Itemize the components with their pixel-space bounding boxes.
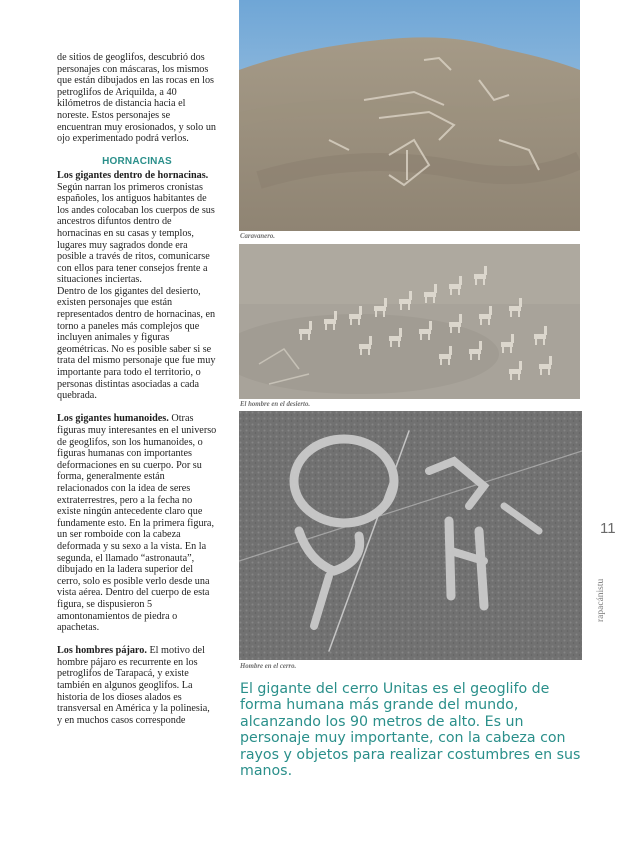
paragraph-body: Según narran los primeros cronistas españoles, los antiguos habitantes de los andes colocaban los cuerpos de sus ancestros difuntos dentro de hornacinas en su casas y templos, lugares muy sagrados donde era posible a través de ritos, comunicarse con ellos para tener consejos frente a situaciones inciertas.	[57, 181, 215, 286]
paragraph-lead: Los hombres pájaro.	[57, 645, 147, 657]
left-text-column	[57, 52, 217, 738]
section-heading: HORNACINAS	[102, 156, 172, 168]
photo-hombre-desierto	[239, 244, 580, 399]
paragraph-body: El motivo del hombre pájaro es recurrente en los petroglifos de Tarapacá, y existe también en algunos geoglifos. La historia de los dioses alados es transversal en América y la polinesia, y en muchos casos corresponde	[57, 645, 210, 726]
paragraph-lead: Los gigantes humanoides.	[57, 413, 169, 425]
caption-hombre-desierto: El hombre en el desierto.	[240, 401, 311, 408]
paragraph-hombres-pajaro	[57, 645, 217, 726]
side-label: rapacánistu	[596, 578, 606, 622]
llama-caravan-geoglyph-photo	[239, 244, 580, 399]
pull-quote: El gigante del cerro Unitas es el geoglifo de forma humana más grande del mundo, alcanzando los 90 metros de alto. Es un personaje muy importante, con la cabeza con rayos y objetos para realizar costumbres en sus manos.	[240, 681, 581, 780]
intro-paragraph: de sitios de geoglifos, descubrió dos personajes con máscaras, los mismos que están dibujados en las rocas en los petroglifos de Ariquilda, a 40 kilómetros de distancia hacia el noreste. Estos personajes se encuentran muy erosionados, y solo un ojo experimentado podrá verlos.	[57, 52, 217, 145]
page-number: 11	[600, 520, 616, 537]
hillside-geoglyph-photo	[239, 0, 580, 231]
paragraph-humanoides	[57, 413, 217, 633]
photo-caravanero	[239, 0, 580, 231]
paragraph-lead: Los gigantes dentro de hornacinas.	[57, 169, 209, 181]
humanoid-geoglyph-photo	[239, 411, 582, 660]
paragraph-body: Otras figuras muy interesantes en el universo de geoglifos, son los humanoides, o figuras humanas con importantes deformaciones en su cuerpo. Por su forma, generalmente están relacionados con la idea de seres extraterrestres, pero a la fecha no existe ningún antecedente claro que fundamente esto. En la primera figura, un ser romboide con la cabeza deformada y su sexo a la vista. En la segunda, el llamado “astronauta”, dibujado en la ladera superior del cerro, solo es posible verlo desde una vista aérea. Dentro del cuerpo de esta figura, se dispusieron 5 amontonamientos de piedra o apachetas.	[57, 413, 217, 634]
caption-hombre-cerro: Hombre en el cerro.	[240, 663, 297, 670]
paragraph-gigantes-desierto: Dentro de los gigantes del desierto, existen personajes que están representados dentro de hornacinas, en torno a paneles más complejos que incluyen animales y figuras geométricas. No es posible saber si se trata del mismo personaje que fue muy importante para todo el territorio, o personas distintas asociadas a cada quebrada.	[57, 285, 216, 402]
paragraph-hornacinas	[57, 170, 217, 286]
caption-caravanero: Caravanero.	[240, 233, 275, 240]
photo-hombre-cerro	[239, 411, 582, 660]
